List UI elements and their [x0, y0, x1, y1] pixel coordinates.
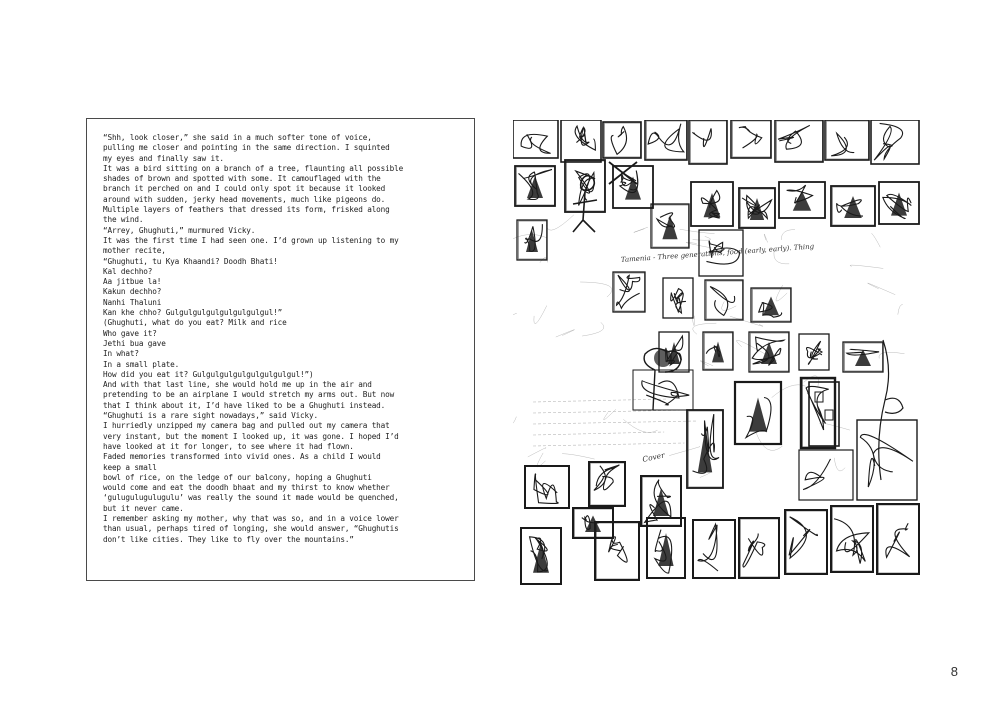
text-line: would come and eat the doodh bhaat and my thirst to know whether	[103, 483, 390, 493]
text-line: Jethi bua gave	[103, 338, 166, 348]
text-line: Nanhi Thaluni	[103, 297, 162, 307]
text-line: Kan khe chho? Gulgulgulgulgulgulgulgul!”	[103, 308, 283, 318]
text-line: “Ghughuti is a rare sight nowadays,” said Vicky.	[103, 411, 318, 421]
text-line: ‘gulugulugulugulu’ was really the sound it made would be quenched,	[103, 493, 399, 503]
text-line: Kal dechho?	[103, 266, 153, 276]
text-line: Faded memories transformed into vivid ones. As a child I would	[103, 452, 381, 462]
text-line: have looked at it for longer, to see where it had flown.	[103, 441, 354, 451]
text-line: that I think about it, I’d have liked to be a Ghughuti instead.	[103, 400, 386, 410]
text-line: Kakun dechho?	[103, 287, 162, 297]
text-line: pulling me closer and pointing in the same direction. I squinted	[103, 143, 390, 153]
text-line: shades of brown and spotted with some. It camouflaged with the	[103, 174, 381, 184]
text-line: bowl of rice, on the ledge of our balcony, hoping a Ghughuti	[103, 472, 372, 482]
text-line: How did you eat it? Gulgulgulgulgulgulgulgul!”)	[103, 369, 314, 379]
text-line: Aa jitbue la!	[103, 277, 162, 287]
text-line: It was the first time I had seen one. I’d grown up listening to my	[103, 235, 399, 245]
text-line: I remember asking my mother, why that was so, and in a voice lower	[103, 513, 399, 523]
text-line: In a small plate.	[103, 359, 180, 369]
page-number: 8	[950, 664, 958, 679]
sketch-notes-layer	[513, 120, 921, 585]
text-line: pretending to be an airplane I would stretch my arms out. But now	[103, 390, 395, 400]
text-line: (Ghughuti, what do you eat? Milk and rice	[103, 318, 287, 328]
text-line: Multiple layers of feathers that dressed its form, frisked along	[103, 205, 390, 215]
text-line: than usual, perhaps tired of longing, she would answer, “Ghughutis	[103, 524, 399, 534]
text-line: the wind.	[103, 215, 144, 225]
text-line: mother recite,	[103, 246, 166, 256]
text-line: In what?	[103, 349, 139, 359]
text-line: “Ghughuti, tu Kya Khaandi? Doodh Bhati!	[103, 256, 278, 266]
sketch-note-text: Tamenia - Three generations, food (early, early). Thing	[620, 242, 815, 264]
text-line: but it never came.	[103, 503, 184, 513]
text-line: Who gave it?	[103, 328, 157, 338]
story-text-frame	[86, 118, 475, 581]
text-line: branch it perched on and I could only spot it because it looked	[103, 184, 386, 194]
text-line: don’t like cities. They like to fly over the mountains.”	[103, 534, 354, 544]
text-line: very instant, but the moment I looked up, it was gone. I hoped I’d	[103, 431, 399, 441]
text-line: keep a small	[103, 462, 157, 472]
text-line: And with that last line, she would hold me up in the air and	[103, 380, 372, 390]
text-line: I hurriedly unzipped my camera bag and pulled out my camera that	[103, 421, 390, 431]
text-line: It was a bird sitting on a branch of a tree, flaunting all possible	[103, 163, 404, 173]
text-line: “Arrey, Ghughuti,” murmured Vicky.	[103, 225, 256, 235]
text-line: around with sudden, jerky head movements, much like pigeons do.	[103, 194, 386, 204]
sketch-cover-note: Cover	[641, 450, 666, 464]
text-line: “Shh, look closer,” she said in a much softer tone of voice,	[103, 133, 372, 142]
text-line: my eyes and finally saw it.	[103, 153, 224, 163]
sketch-collage-illustration	[513, 120, 921, 585]
story-text	[103, 133, 466, 545]
